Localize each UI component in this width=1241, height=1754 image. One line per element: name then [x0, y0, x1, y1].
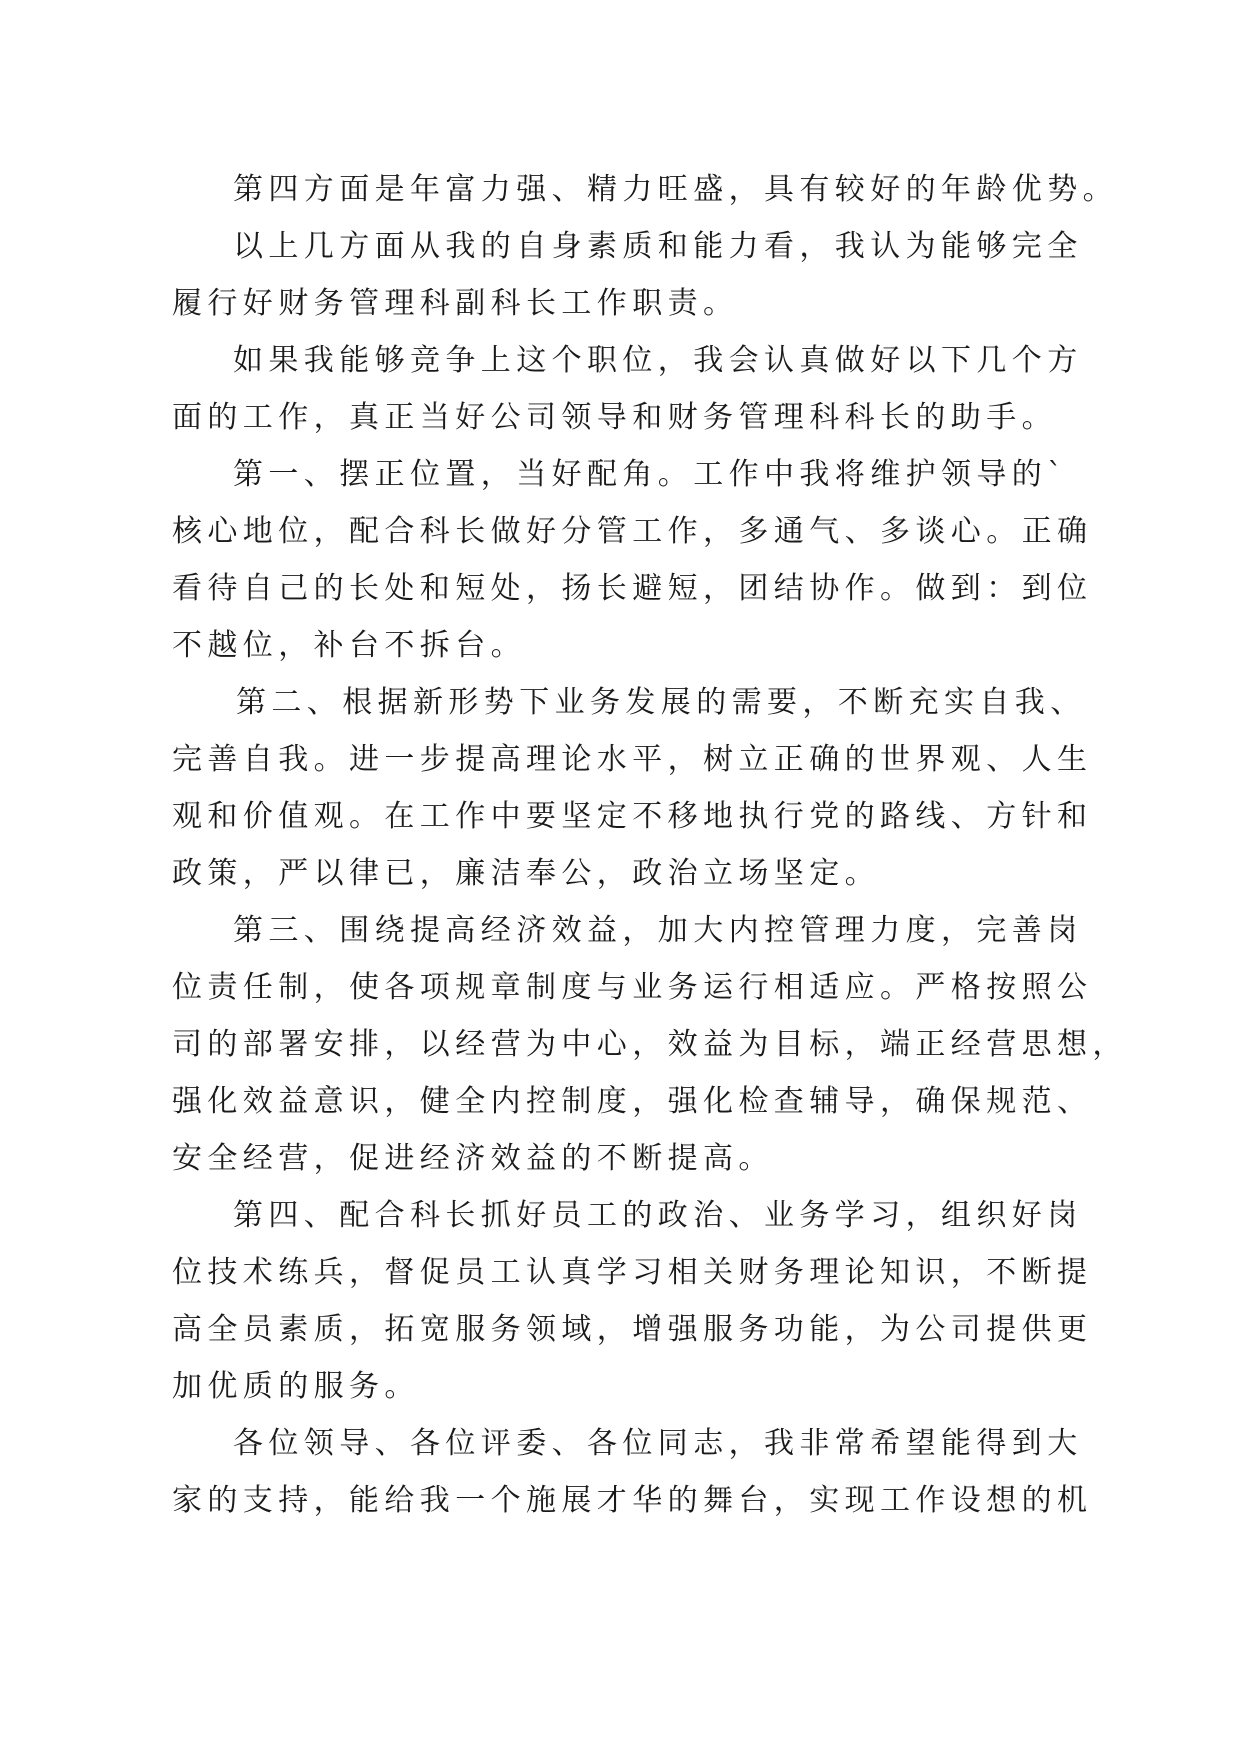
text-line: 第二、根据新形势下业务发展的需要，不断充实自我、 [236, 685, 1086, 720]
text-line: 各位领导、各位评委、各位同志，我非常希望能得到大 [233, 1426, 1083, 1461]
text-line: 完善自我。进一步提高理论水平，树立正确的世界观、人生 [172, 742, 1093, 777]
text-line: 第四方面是年富力强、精力旺盛，具有较好的年龄优势。 [233, 172, 1118, 207]
text-line: 强化效益意识，健全内控制度，强化检查辅导，确保规范、 [172, 1084, 1093, 1119]
text-line: 看待自己的长处和短处，扬长避短，团结协作。做到：到位 [172, 571, 1093, 606]
text-line: 位责任制，使各项规章制度与业务运行相适应。严格按照公 [172, 970, 1093, 1005]
text-line: 第一、摆正位置，当好配角。工作中我将维护领导的` [233, 457, 1068, 492]
text-line: 安全经营，促进经济效益的不断提高。 [172, 1141, 774, 1176]
text-line: 政策，严以律已，廉洁奉公，政治立场坚定。 [172, 856, 880, 891]
text-line: 第三、围绕提高经济效益，加大内控管理力度，完善岗 [233, 913, 1083, 948]
text-line: 不越位，补台不拆台。 [172, 628, 526, 663]
text-line: 观和价值观。在工作中要坚定不移地执行党的路线、方针和 [172, 799, 1093, 834]
text-line: 第四、配合科长抓好员工的政治、业务学习，组织好岗 [233, 1198, 1083, 1233]
text-line: 位技术练兵，督促员工认真学习相关财务理论知识，不断提 [172, 1255, 1093, 1290]
text-line: 高全员素质，拓宽服务领域，增强服务功能，为公司提供更 [172, 1312, 1093, 1347]
text-line: 核心地位，配合科长做好分管工作，多通气、多谈心。正确 [172, 514, 1093, 549]
text-line: 履行好财务管理科副科长工作职责。 [172, 286, 739, 321]
text-line: 面的工作，真正当好公司领导和财务管理科科长的助手。 [172, 400, 1057, 435]
text-line: 以上几方面从我的自身素质和能力看，我认为能够完全 [233, 229, 1083, 264]
text-line: 加优质的服务。 [172, 1369, 420, 1404]
text-line: 司的部署安排，以经营为中心，效益为目标，端正经营思想， [172, 1027, 1128, 1062]
text-line: 家的支持，能给我一个施展才华的舞台，实现工作设想的机 [172, 1483, 1093, 1518]
text-line: 如果我能够竞争上这个职位，我会认真做好以下几个方 [233, 343, 1083, 378]
